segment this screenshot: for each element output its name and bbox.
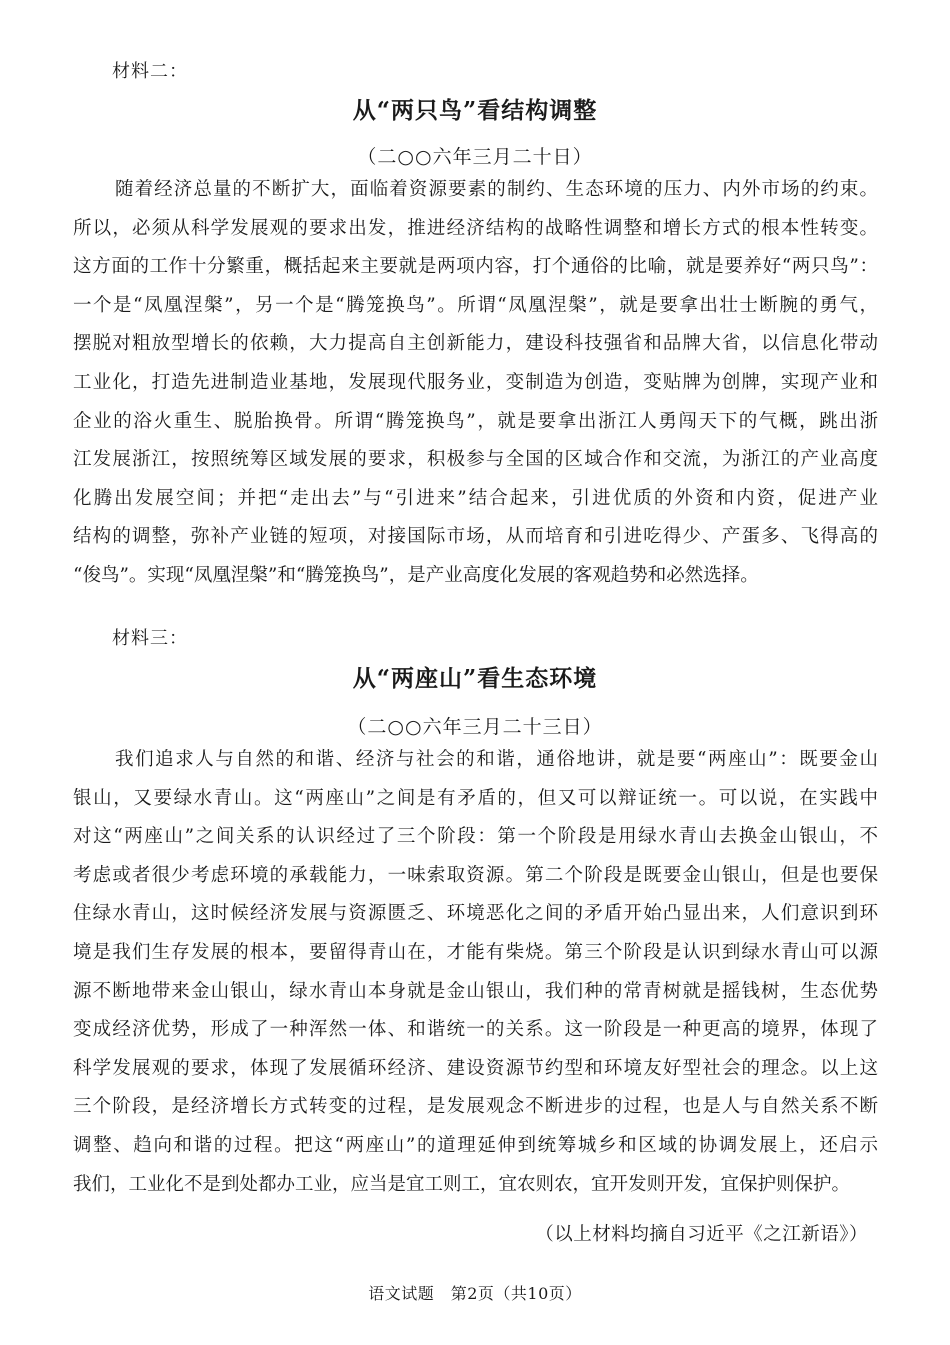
paragraph-line: 结构的调整，弥补产业链的短项，对接国际市场，从而培育和引进吃得少、产蛋多、飞得高的 (73, 526, 878, 548)
paragraph-line: 工业化，打造先进制造业基地，发展现代服务业，变制造为创造，变贴牌为创牌，实现产业和 (73, 371, 878, 393)
paragraph-line: 对这“两座山”之间关系的认识经过了三个阶段：第一个阶段是用绿水青山去换金山银山，不 (73, 826, 878, 848)
paragraph-line: 所以，必须从科学发展观的要求出发，推进经济结构的战略性调整和增长方式的根本性转变。 (73, 217, 878, 239)
paragraph-line: “俊鸟”。实现“凤凰涅槃”和“腾笼换鸟”，是产业高度化发展的客观趋势和必然选择。 (73, 564, 759, 586)
paragraph-line: 一个是“凤凰涅槃”，另一个是“腾笼换鸟”。所谓“凤凰涅槃”，就是要拿出壮士断腕的勇气， (73, 294, 878, 316)
paragraph-line: 境是我们生存发展的根本，要留得青山在，才能有柴烧。第三个阶段是认识到绿水青山可以源 (73, 941, 878, 963)
paragraph-line: 摆脱对粗放型增长的依赖，大力提高自主创新能力，建设科技强省和品牌大省，以信息化带动 (73, 333, 878, 355)
paragraph-line: 考虑或者很少考虑环境的承载能力，一味索取资源。第二个阶段是既要金山银山，但是也要保 (73, 864, 878, 886)
paragraph-line: 这方面的工作十分繁重，概括起来主要就是两项内容，打个通俗的比喻，就是要养好“两只鸟”： (73, 256, 878, 278)
paragraph-line: 三个阶段，是经济增长方式转变的过程，是发展观念不断进步的过程，也是人与自然关系不断 (73, 1096, 878, 1118)
paragraph-line: 我们追求人与自然的和谐、经济与社会的和谐，通俗地讲，就是要“两座山”：既要金山 (115, 749, 878, 770)
paragraph-line: 银山，又要绿水青山。这“两座山”之间是有矛盾的，但又可以辩证统一。可以说，在实践中 (73, 787, 878, 809)
paragraph-line: 住绿水青山，这时候经济发展与资源匮乏、环境恶化之间的矛盾开始凸显出来，人们意识到环 (73, 903, 878, 925)
material2-paragraph (73, 171, 878, 596)
paragraph-line: 变成经济优势，形成了一种浑然一体、和谐统一的关系。这一阶段是一种更高的境界，体现了 (73, 1019, 878, 1041)
material3-label: 材料三： (112, 628, 188, 649)
paragraph-line: 科学发展观的要求，体现了发展循环经济、建设资源节约型和环境友好型社会的理念。以上这 (73, 1057, 878, 1079)
paragraph-line: 源不断地带来金山银山，绿水青山本身就是金山银山，我们种的常青树就是摇钱树，生态优势 (73, 980, 878, 1002)
material2-date: （二○○六年三月二十日） (357, 146, 593, 168)
paragraph-line: 随着经济总量的不断扩大，面临着资源要素的制约、生态环境的压力、内外市场的约束。 (115, 179, 878, 200)
paragraph-line: 我们，工业化不是到处都办工业，应当是宜工则工，宜农则农，宜开发则开发，宜保护则保护。 (73, 1173, 851, 1195)
material2-title: 从“两只鸟”看结构调整 (352, 97, 598, 124)
paragraph-line: 化腾出发展空间；并把“走出去”与“引进来”结合起来，引进优质的外资和内资，促进产业 (73, 487, 878, 509)
paragraph-line: 江发展浙江，按照统筹区域发展的要求，积极参与全国的区域合作和交流，为浙江的产业高度 (73, 449, 878, 471)
paragraph-line: 企业的浴火重生、脱胎换骨。所谓“腾笼换鸟”，就是要拿出浙江人勇闯天下的气概，跳出浙 (73, 410, 878, 432)
paragraph-line: 调整、趋向和谐的过程。把这“两座山”的道理延伸到统筹城乡和区域的协调发展上，还启示 (73, 1134, 878, 1156)
material3-date: （二○○六年三月二十三日） (347, 716, 603, 738)
material3-title: 从“两座山”看生态环境 (352, 665, 598, 692)
source-citation: （以上材料均摘自习近平《之江新语》） (535, 1224, 868, 1245)
material2-label: 材料二： (112, 61, 188, 82)
page-footer: 语文试题 第2页（共10页） (368, 1284, 582, 1303)
material3-paragraph (73, 741, 878, 1204)
